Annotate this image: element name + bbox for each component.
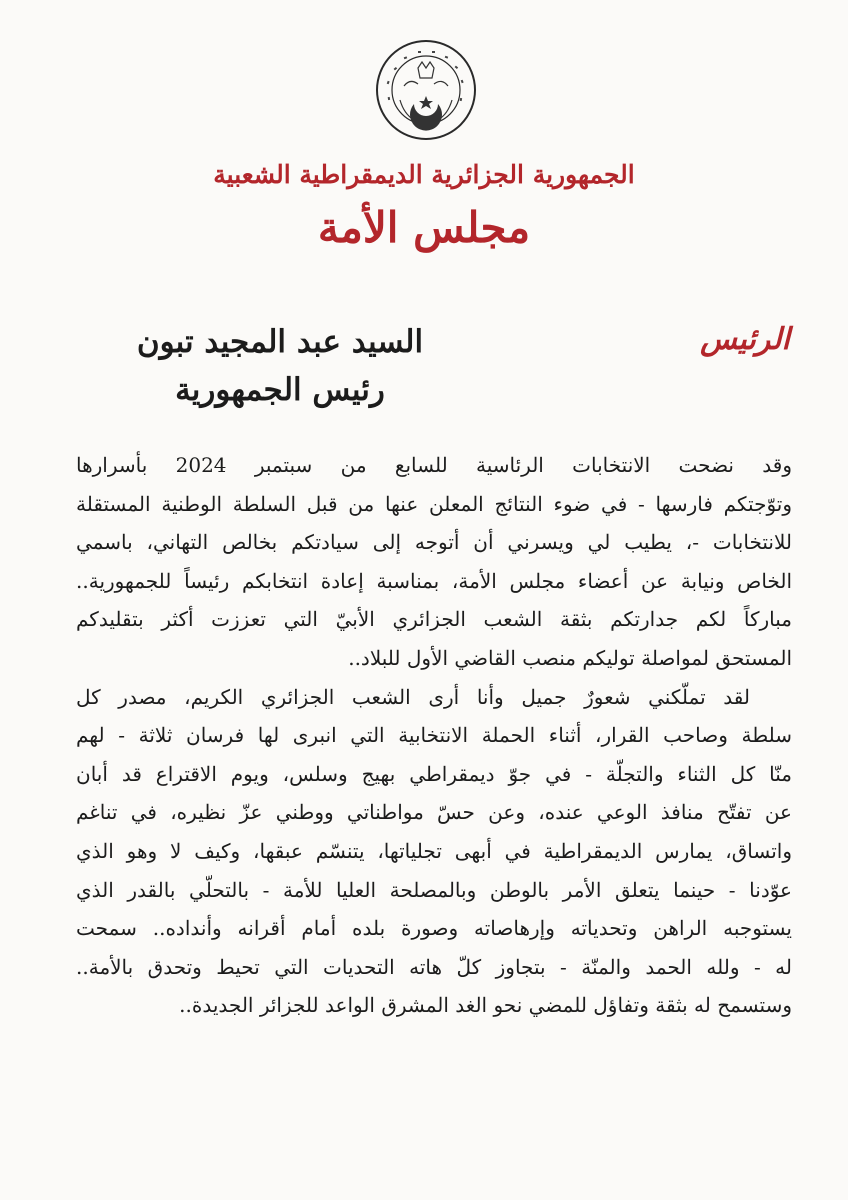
body-line: مباركاً لكم جدارتكم بثقة الشعب الجزائري الأبيّ التي تعززت أكثر بتقليدكم — [76, 607, 792, 632]
body-line: وستسمح له بثقة وتفاؤل للمضي نحو الغد المشرق الواعد للجزائر الجديدة.. — [179, 993, 792, 1018]
body-line: يستوجبه الراهن وتحدياته وإرهاصاته وصورة بلده أمام أقرانه وأنداده.. سمحت — [76, 916, 792, 941]
body-line: وتوّجتكم فارسها - في ضوء النتائج المعلن عنها من قبل السلطة الوطنية المستقلة — [76, 491, 792, 516]
addressee-title: رئيس الجمهورية — [175, 372, 385, 408]
body-line: عوّدنا - حينما يتعلق الأمر بالوطن وبالمصلحة العليا للأمة - بالتحلّي بالقدر الذي — [76, 877, 792, 902]
president-label: الرئيس — [700, 322, 790, 357]
body-line: له - ولله الحمد والمنّة - بتجاوز كلّ هاته التحديات التي تحيط وتحدق بالأمة.. — [76, 954, 792, 979]
body-line: عن تفتّح منافذ الوعي عنده، وعن حسّ مواطناتي ووطني عزّ نظيره، في تناغم — [76, 800, 792, 825]
body-line: الخاص ونيابة عن أعضاء مجلس الأمة، بمناسبة إعادة انتخابكم رئيساً للجمهورية.. — [76, 568, 792, 593]
body-line: منّا كل الثناء والتجلّة - في جوّ ديمقراطي بهيج وسلس، ويوم الاقتراع قد أبان — [76, 761, 792, 786]
state-seal-emblem — [374, 38, 478, 142]
body-line: للانتخابات -، يطيب لي ويسرني أن أتوجه إلى سيادتكم بخالص التهاني، باسمي — [76, 530, 792, 555]
republic-title: الجمهورية الجزائرية الديمقراطية الشعبية — [213, 160, 635, 189]
body-line: لقد تملّكني شعورٌ جميل وأنا أرى الشعب الجزائري الكريم، مصدر كل — [76, 684, 750, 709]
council-title: مجلس الأمة — [317, 203, 531, 252]
body-line: سلطة وصاحب القرار، أثناء الحملة الانتخابية التي انبرى لها فرسان ثلاثة - لهم — [76, 723, 792, 748]
addressee-block — [130, 318, 430, 414]
addressee-name: السيد عبد المجيد تبون — [136, 324, 424, 360]
body-line: المستحق لمواصلة توليكم منصب القاضي الأول للبلاد.. — [348, 645, 792, 670]
body-line: واتساق، يمارس الديمقراطية في أبهى تجلياتها، يتنسّم عبقها، وكيف لا وهو الذي — [76, 838, 792, 863]
body-line: وقد نضحت الانتخابات الرئاسية للسابع من سبتمبر 2024 بأسرارها — [76, 453, 793, 477]
letter-body — [76, 446, 792, 1025]
